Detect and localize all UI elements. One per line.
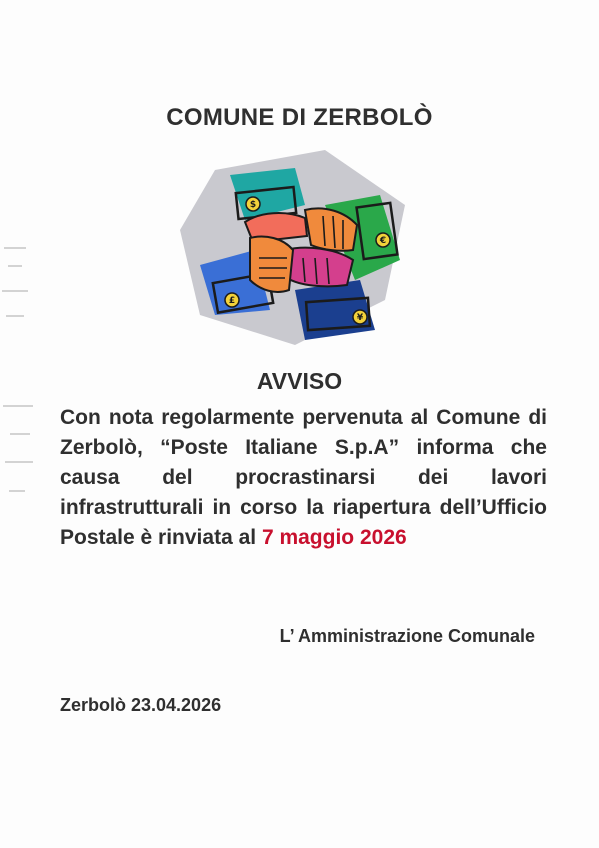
notice-body-text: Con nota regolarmente pervenuta al Comune di Zerbolò, “Poste Italiane S.p.A” informa che causa del procrastinarsi dei lavori infrastrutturali in corso la riapertura dell’Ufficio Postale è rinviata al	[60, 406, 547, 549]
svg-text:€: €	[379, 236, 387, 246]
place-date: Zerbolò 23.04.2026	[60, 695, 222, 715]
svg-text:$: $	[249, 200, 257, 210]
svg-text:£: £	[228, 296, 236, 306]
page-title: COMUNE DI ZERBOLÒ	[166, 104, 433, 131]
svg-text:¥: ¥	[356, 313, 364, 323]
joined-hands-currency-icon	[175, 150, 430, 345]
signature: L’ Amministrazione Comunale	[279, 626, 535, 646]
notice-heading: AVVISO	[256, 368, 343, 394]
reopening-date: 7 maggio 2026	[261, 526, 407, 549]
notice-body	[60, 403, 547, 553]
